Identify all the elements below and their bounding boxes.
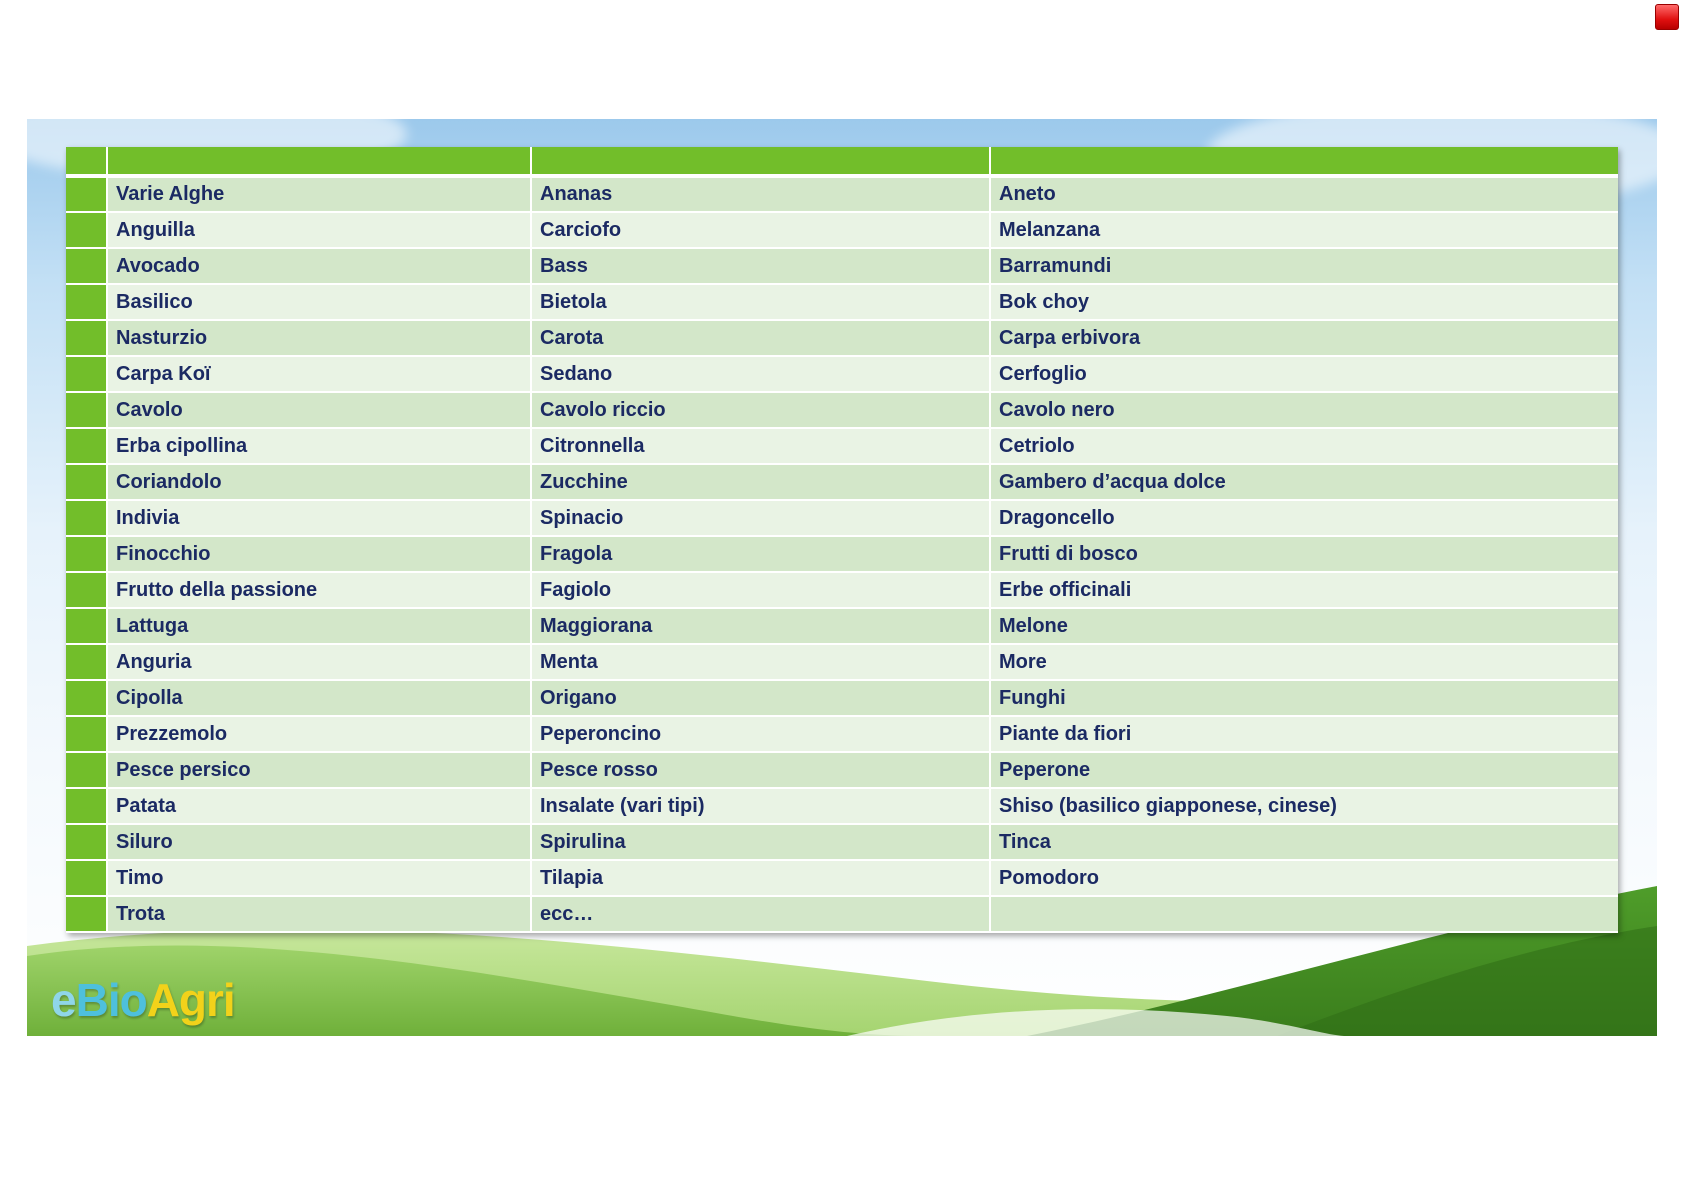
row-marker-cell <box>66 176 107 212</box>
table-cell: Cavolo nero <box>990 392 1618 428</box>
row-marker-cell <box>66 464 107 500</box>
table-cell: Cerfoglio <box>990 356 1618 392</box>
header-cell <box>990 147 1618 176</box>
table-cell: Insalate (vari tipi) <box>531 788 990 824</box>
table-row <box>66 860 1618 896</box>
row-marker-cell <box>66 500 107 536</box>
row-marker-cell <box>66 752 107 788</box>
table-cell: More <box>990 644 1618 680</box>
table-cell: Patata <box>107 788 531 824</box>
table-cell: Origano <box>531 680 990 716</box>
table-cell: Erbe officinali <box>990 572 1618 608</box>
row-marker-cell <box>66 572 107 608</box>
table-row <box>66 752 1618 788</box>
table-cell: Melone <box>990 608 1618 644</box>
table-cell: Dragoncello <box>990 500 1618 536</box>
table-cell: Gambero d’acqua dolce <box>990 464 1618 500</box>
table-cell: Anguria <box>107 644 531 680</box>
table-cell: Erba cipollina <box>107 428 531 464</box>
row-marker-cell <box>66 392 107 428</box>
table-cell: Nasturzio <box>107 320 531 356</box>
table-cell: Prezzemolo <box>107 716 531 752</box>
table-cell: Varie Alghe <box>107 176 531 212</box>
row-marker-cell <box>66 860 107 896</box>
table-cell: Fagiolo <box>531 572 990 608</box>
table-cell: Anguilla <box>107 212 531 248</box>
table-cell: Spirulina <box>531 824 990 860</box>
table-cell: Finocchio <box>107 536 531 572</box>
table-cell: Frutti di bosco <box>990 536 1618 572</box>
table-cell: Fragola <box>531 536 990 572</box>
row-marker-cell <box>66 320 107 356</box>
table-row <box>66 212 1618 248</box>
table-row <box>66 248 1618 284</box>
table-cell: Sedano <box>531 356 990 392</box>
header-marker-cell <box>66 147 107 176</box>
table-row <box>66 356 1618 392</box>
table-row <box>66 428 1618 464</box>
table-cell: Coriandolo <box>107 464 531 500</box>
table-row <box>66 572 1618 608</box>
table-row <box>66 608 1618 644</box>
table-cell: Basilico <box>107 284 531 320</box>
table-cell: Cetriolo <box>990 428 1618 464</box>
table-row <box>66 500 1618 536</box>
table-row <box>66 644 1618 680</box>
table-cell: Spinacio <box>531 500 990 536</box>
table-cell: Lattuga <box>107 608 531 644</box>
table-row <box>66 176 1618 212</box>
table-cell: Menta <box>531 644 990 680</box>
row-marker-cell <box>66 248 107 284</box>
table-cell: ecc… <box>531 896 990 932</box>
table-row <box>66 680 1618 716</box>
table-row <box>66 320 1618 356</box>
table-cell: Citronnella <box>531 428 990 464</box>
table-row <box>66 536 1618 572</box>
header-cell <box>531 147 990 176</box>
row-marker-cell <box>66 824 107 860</box>
table-cell: Bok choy <box>990 284 1618 320</box>
table-row <box>66 788 1618 824</box>
table-header-row <box>66 147 1618 176</box>
table-cell: Shiso (basilico giapponese, cinese) <box>990 788 1618 824</box>
close-icon[interactable] <box>1655 4 1679 30</box>
table-cell: Bietola <box>531 284 990 320</box>
row-marker-cell <box>66 896 107 932</box>
row-marker-cell <box>66 212 107 248</box>
table-cell: Carciofo <box>531 212 990 248</box>
table-cell: Peperone <box>990 752 1618 788</box>
table-cell: Maggiorana <box>531 608 990 644</box>
row-marker-cell <box>66 284 107 320</box>
row-marker-cell <box>66 644 107 680</box>
slide <box>27 119 1657 1036</box>
table-cell: Ananas <box>531 176 990 212</box>
table-row <box>66 896 1618 932</box>
row-marker-cell <box>66 608 107 644</box>
row-marker-cell <box>66 536 107 572</box>
table-cell: Zucchine <box>531 464 990 500</box>
table-cell <box>990 896 1618 932</box>
row-marker-cell <box>66 356 107 392</box>
table-cell: Timo <box>107 860 531 896</box>
table-cell: Funghi <box>990 680 1618 716</box>
table-cell: Tilapia <box>531 860 990 896</box>
table-row <box>66 716 1618 752</box>
table-row <box>66 284 1618 320</box>
logo-text-agri: Agri <box>146 974 235 1026</box>
table-cell: Cipolla <box>107 680 531 716</box>
table-row <box>66 464 1618 500</box>
row-marker-cell <box>66 428 107 464</box>
table-cell: Indivia <box>107 500 531 536</box>
table-cell: Carota <box>531 320 990 356</box>
table-cell: Carpa Koï <box>107 356 531 392</box>
table-cell: Cavolo <box>107 392 531 428</box>
plants-table <box>66 147 1618 933</box>
table-cell: Piante da fiori <box>990 716 1618 752</box>
table-cell: Tinca <box>990 824 1618 860</box>
table-cell: Frutto della passione <box>107 572 531 608</box>
table-cell: Pesce rosso <box>531 752 990 788</box>
table-cell: Pesce persico <box>107 752 531 788</box>
table-row <box>66 392 1618 428</box>
logo-text-bio: Bio <box>75 974 147 1026</box>
ebioagri-logo <box>51 974 235 1026</box>
row-marker-cell <box>66 680 107 716</box>
header-cell <box>107 147 531 176</box>
table-row <box>66 824 1618 860</box>
table-cell: Peperoncino <box>531 716 990 752</box>
row-marker-cell <box>66 788 107 824</box>
table-cell: Cavolo riccio <box>531 392 990 428</box>
table-cell: Barramundi <box>990 248 1618 284</box>
table-cell: Aneto <box>990 176 1618 212</box>
table-cell: Siluro <box>107 824 531 860</box>
table-cell: Bass <box>531 248 990 284</box>
row-marker-cell <box>66 716 107 752</box>
table-cell: Trota <box>107 896 531 932</box>
table-cell: Avocado <box>107 248 531 284</box>
table-cell: Pomodoro <box>990 860 1618 896</box>
table-cell: Melanzana <box>990 212 1618 248</box>
table-cell: Carpa erbivora <box>990 320 1618 356</box>
logo-text-e: e <box>51 974 76 1026</box>
